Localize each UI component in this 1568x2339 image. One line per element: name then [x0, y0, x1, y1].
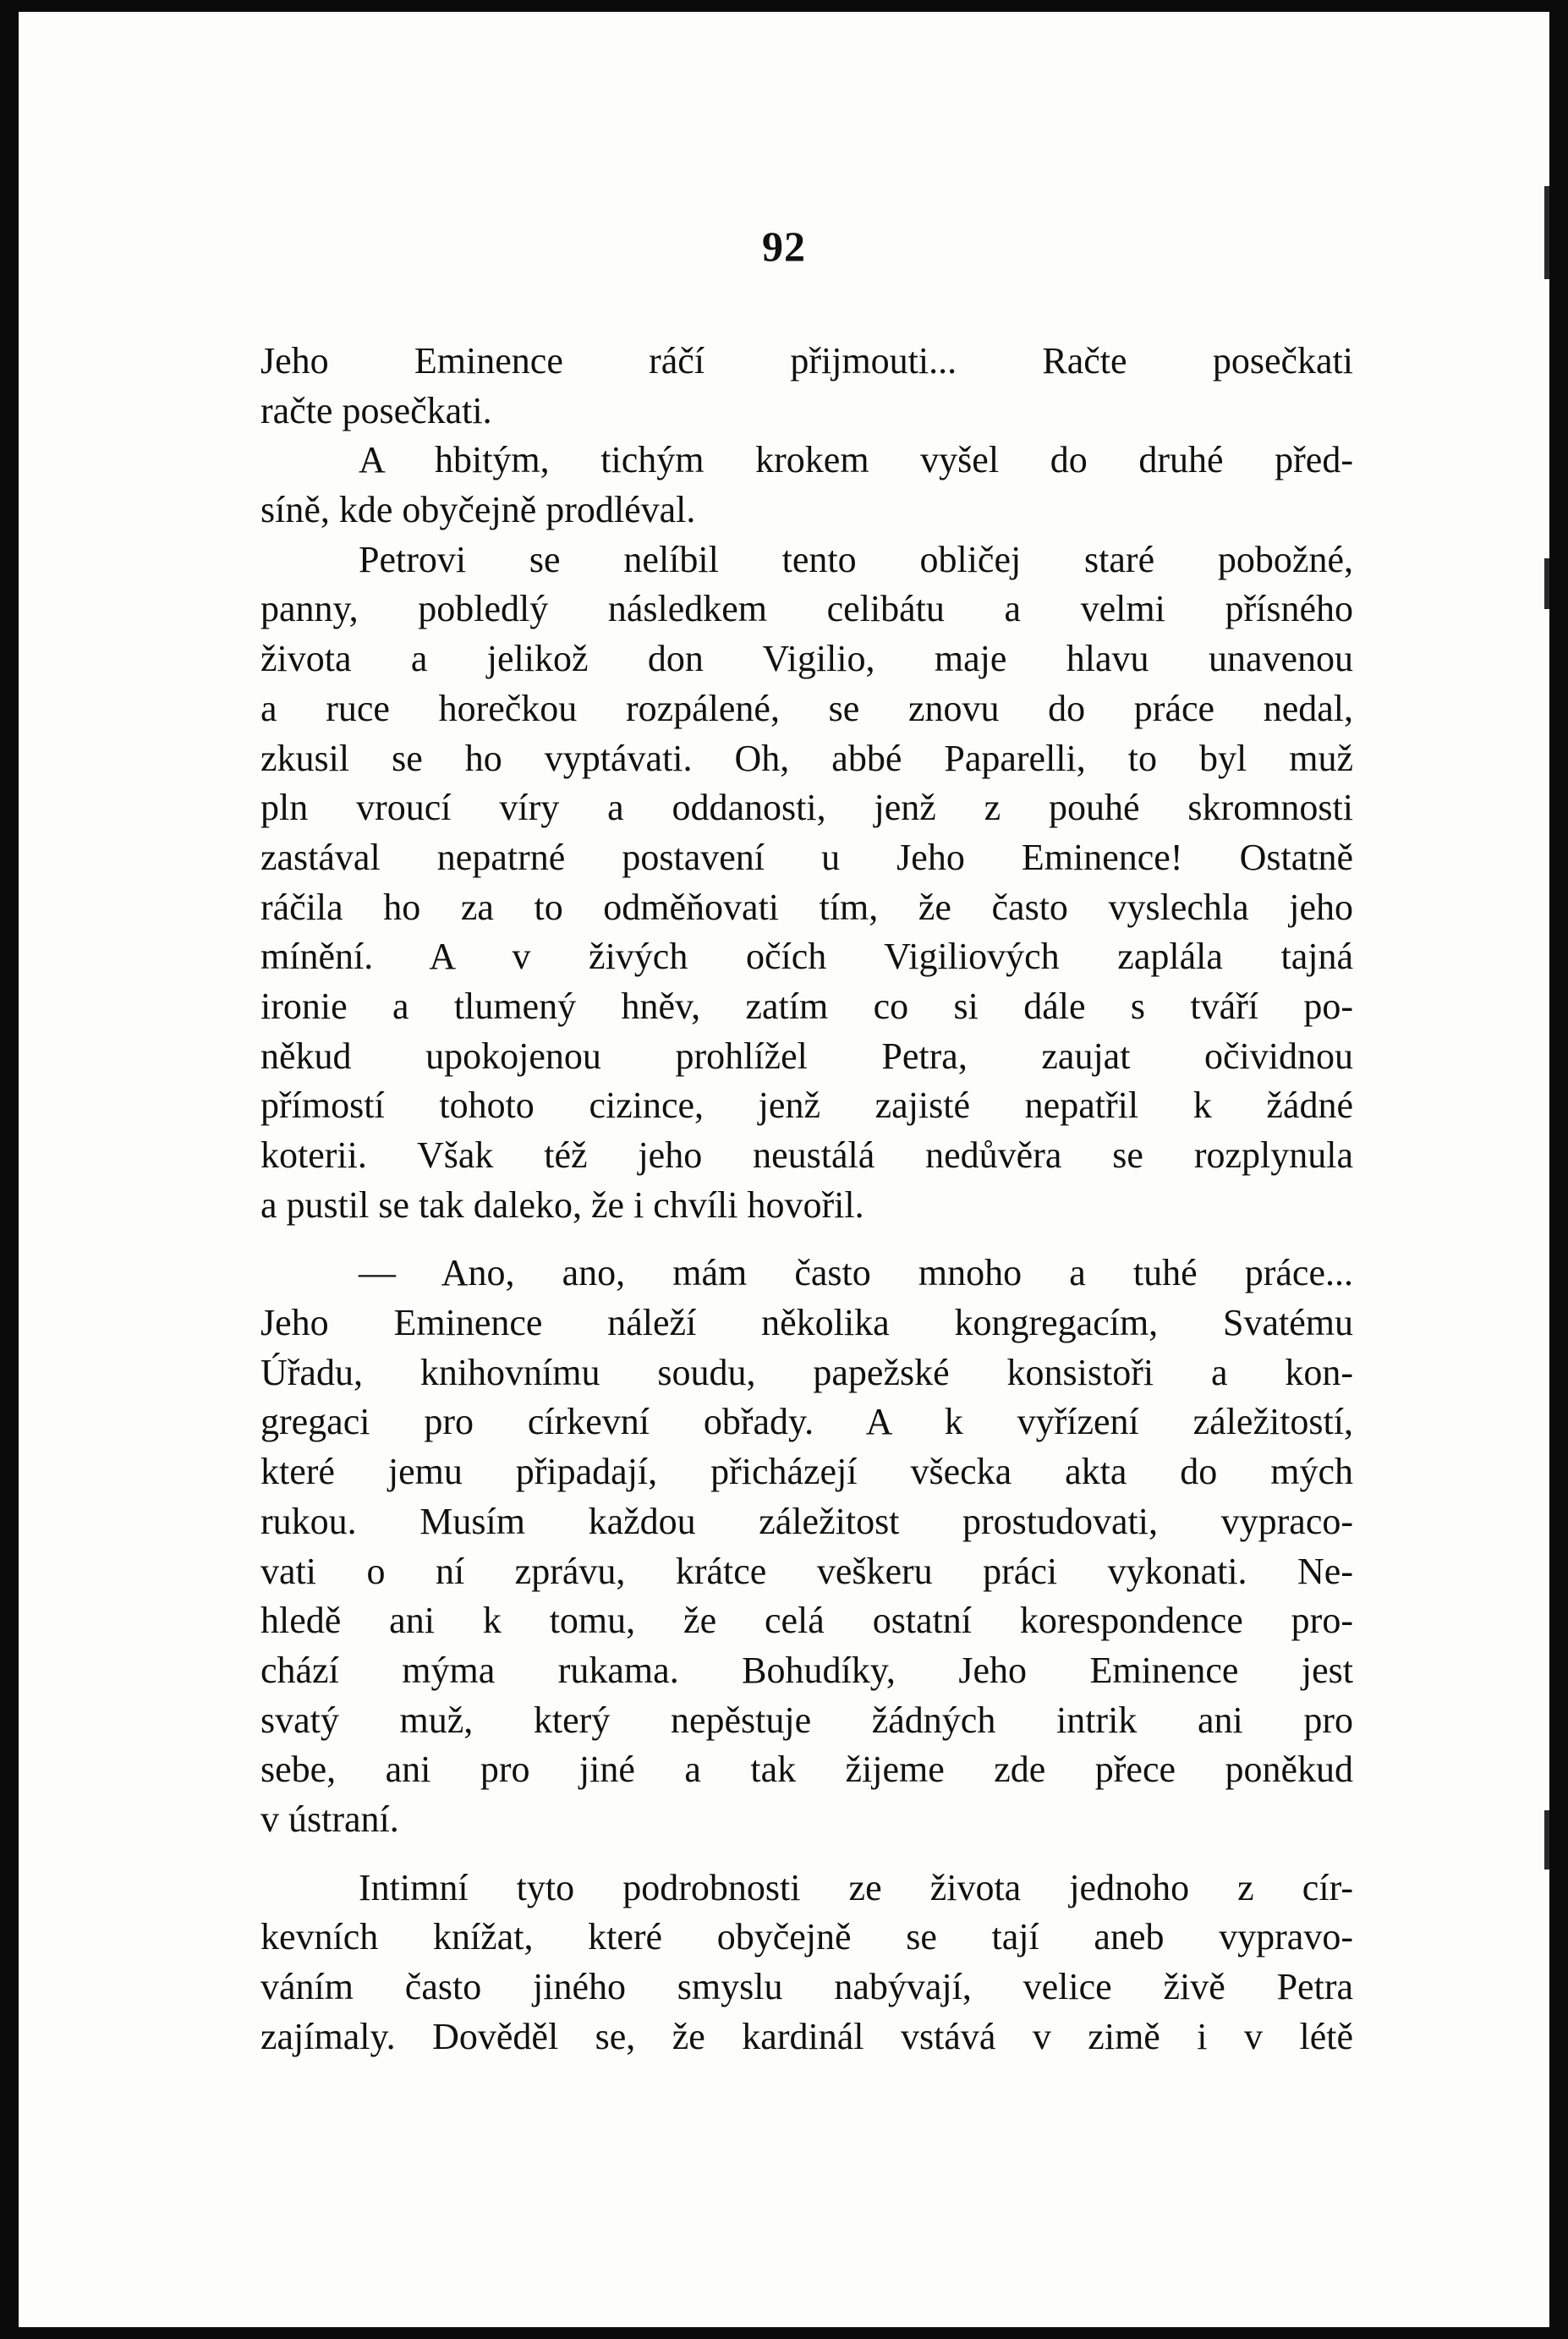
- text-line: zajímaly. Dověděl se, že kardinál vstává v zimě i v létě: [260, 2015, 1353, 2057]
- text-line: Jeho Eminence ráčí přijmouti... Račte posečkati: [260, 340, 1353, 382]
- edge-mark: [1544, 558, 1549, 609]
- scan-border-bottom: [0, 2327, 1568, 2339]
- text-line: života a jelikož don Vigilio, maje hlavu unavenou: [260, 638, 1353, 680]
- text-line: zastával nepatrné postavení u Jeho Eminence! Ostatně: [260, 836, 1353, 878]
- text-line: gregaci pro církevní obřady. A k vyřízení záležitostí,: [260, 1401, 1353, 1443]
- text-line: chází mýma rukama. Bohudíky, Jeho Eminence jest: [260, 1649, 1353, 1691]
- scan-border-top: [0, 0, 1568, 12]
- text-line: které jemu připadají, přicházejí všecka akta do mých: [260, 1451, 1353, 1493]
- text-line: a ruce horečkou rozpálené, se znovu do práce nedal,: [260, 687, 1353, 729]
- scan-border-left: [0, 0, 19, 2339]
- page-number: 92: [762, 222, 806, 270]
- paragraph: [260, 1249, 1353, 1844]
- text-line: svatý muž, který nepěstuje žádných intrik ani pro: [260, 1699, 1353, 1741]
- body-text: [260, 337, 1353, 2062]
- text-line: přímostí tohoto cizince, jenž zajisté nepatřil k žádné: [260, 1084, 1353, 1127]
- text-line: síně, kde obyčejně prodléval.: [260, 489, 696, 531]
- text-line: někud upokojenou prohlížel Petra, zaujat očividnou: [260, 1035, 1353, 1077]
- edge-mark: [1544, 1810, 1549, 1870]
- text-line: vati o ní zprávu, krátce veškeru práci vykonati. Ne-: [260, 1550, 1353, 1592]
- text-line: kevních knížat, které obyčejně se tají aneb vypravo-: [260, 1916, 1353, 1958]
- text-line: rukou. Musím každou záležitost prostudovati, vypraco-: [260, 1500, 1353, 1542]
- text-line: pln vroucí víry a oddanosti, jenž z pouhé skromnosti: [260, 787, 1353, 829]
- paragraph: [260, 436, 1353, 535]
- text-line: ironie a tlumený hněv, zatím co si dále s tváří po-: [260, 985, 1353, 1027]
- text-line: ráčila ho za to odměňovati tím, že často vyslechla jeho: [260, 886, 1353, 928]
- text-line: koterii. Však též jeho neustálá nedůvěra se rozplynula: [260, 1134, 1353, 1176]
- text-line: panny, pobledlý následkem celibátu a velmi přísného: [260, 588, 1353, 630]
- text-line: Úřadu, knihovnímu soudu, papežské konsistoři a kon-: [260, 1351, 1353, 1393]
- text-line: Intimní tyto podrobnosti ze života jednoho z cír-: [359, 1866, 1353, 1908]
- paragraph: [260, 1864, 1353, 2062]
- text-line: váním často jiného smyslu nabývají, velice živě Petra: [260, 1966, 1353, 2007]
- text-line: A hbitým, tichým krokem vyšel do druhé před-: [359, 439, 1353, 481]
- paragraph: [260, 337, 1353, 436]
- text-line: — Ano, ano, mám často mnoho a tuhé práce...: [359, 1252, 1353, 1294]
- text-line: hledě ani k tomu, že celá ostatní korespondence pro-: [260, 1600, 1353, 1642]
- text-line: račte posečkati.: [260, 389, 492, 431]
- paragraph: [260, 535, 1353, 1231]
- text-line: v ústraní.: [260, 1798, 399, 1840]
- text-line: Petrovi se nelíbil tento obličej staré pobožné,: [359, 538, 1353, 580]
- scan-border-right: [1549, 0, 1568, 2339]
- text-line: sebe, ani pro jiné a tak žijeme zde přece poněkud: [260, 1749, 1353, 1791]
- text-line: zkusil se ho vyptávati. Oh, abbé Paparelli, to byl muž: [260, 737, 1353, 779]
- text-line: a pustil se tak daleko, že i chvíli hovořil.: [260, 1183, 864, 1226]
- text-line: mínění. A v živých očích Vigiliových zaplála tajná: [260, 936, 1353, 978]
- text-line: Jeho Eminence náleží několika kongregacím, Svatému: [260, 1302, 1353, 1344]
